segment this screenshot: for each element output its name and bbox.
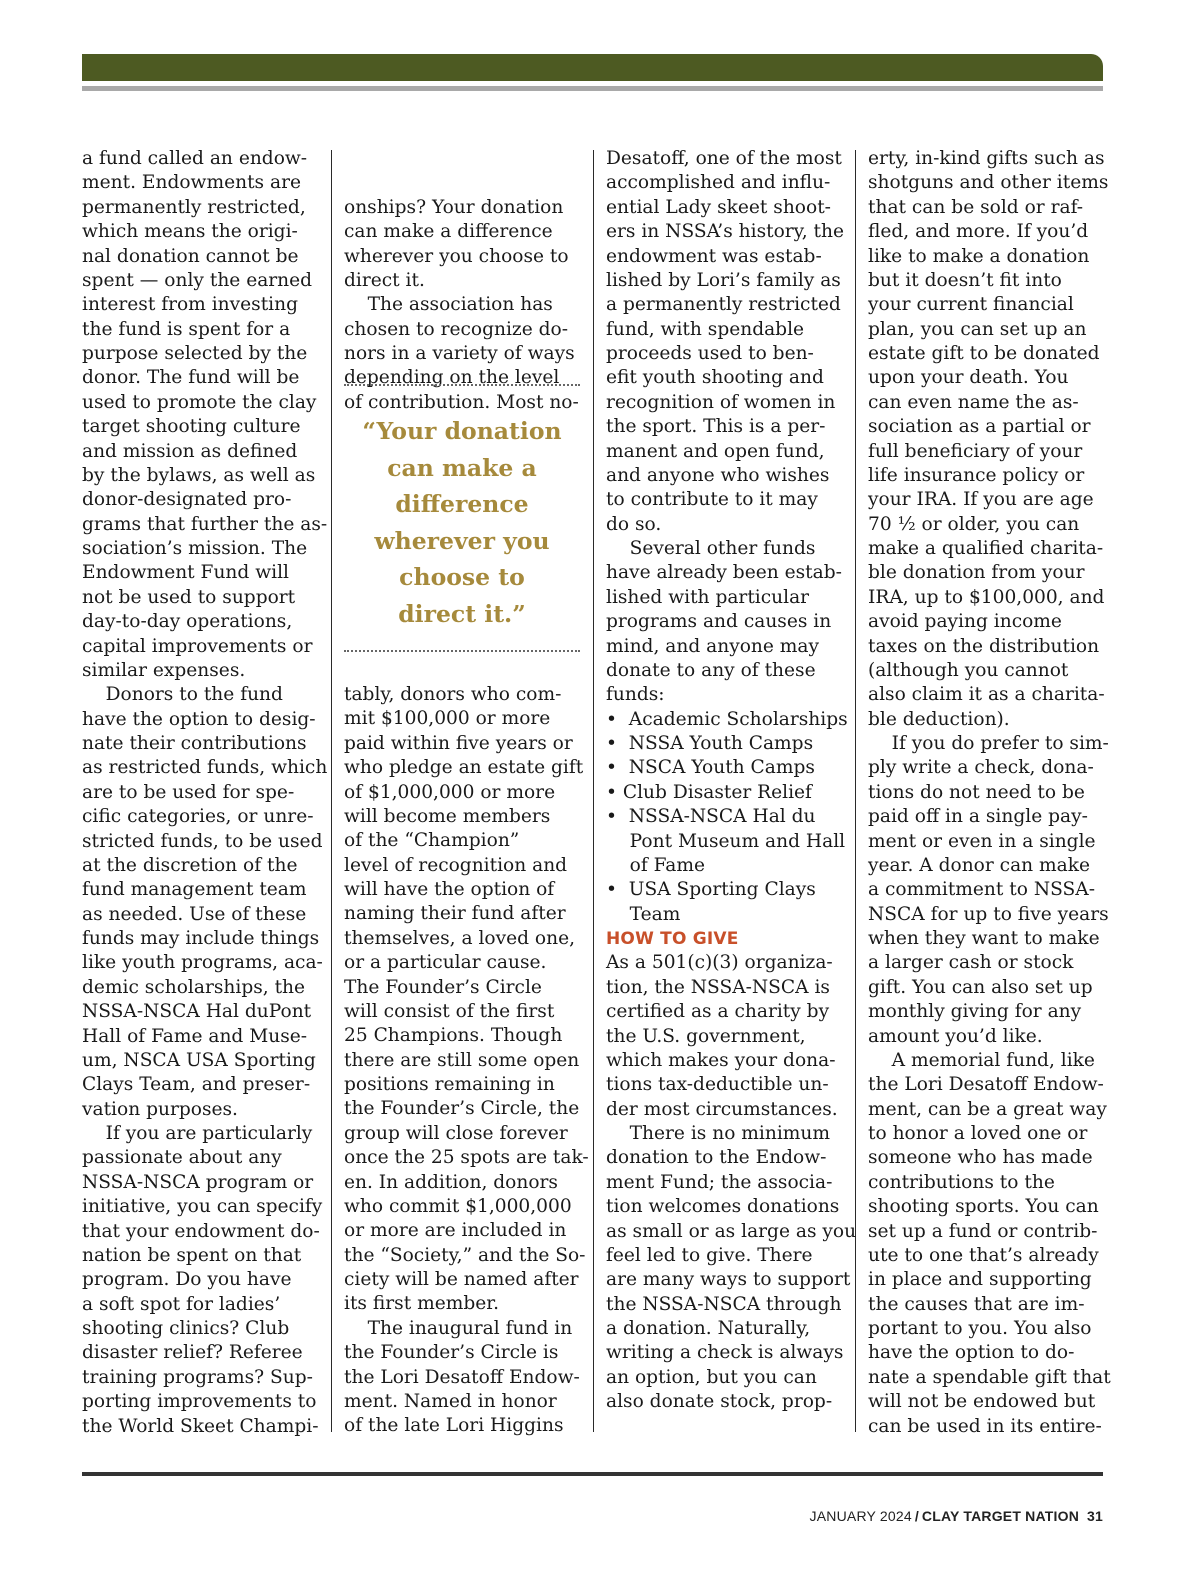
pull-quote: “Your donation can make a difference wherever you choose to direct it.”: [362, 417, 562, 628]
pull-quote-top-rule: [344, 384, 580, 386]
article-column-3: [606, 147, 857, 1415]
column-3-top-text: Desatoff, one of the most accomplished and influ- ential Lady skeet shoot- ers in NSSA’s history, the endowment was estab- lished by Lori’s family as a permanently restricted fund, with spendable proceeds used to ben- efit youth shooting and recognition of women in the sport. This is a per- manent and open fund, and anyone who wishes to contribute to it may do so. Several other funds have already been estab- lished with particular programs and causes in mind, and anyone may donate to any of these funds: • Academic Scholarships • NSSA Youth Camps • NSCA Youth Camps • Club Disaster Relief • NSSA-NSCA Hal du Pont Museum and Hall of Fame • USA Sporting Clays Team: [606, 148, 848, 925]
page-footer: [810, 1508, 1103, 1524]
magazine-title: CLAY TARGET NATION: [921, 1508, 1080, 1524]
page-number: 31: [1087, 1508, 1103, 1524]
section-heading: HOW TO GIVE: [606, 929, 739, 949]
pull-quote-bottom-rule: [344, 650, 580, 652]
header-rule: [82, 86, 1103, 91]
article-column-2: [344, 147, 589, 1437]
header-color-bar: [82, 54, 1103, 81]
column-2-top-text: onships? Your donation can make a difference wherever you choose to direct it. The association has chosen to recognize do- nors in a variety of ways depending on the level of contribution. Most no-: [344, 196, 579, 413]
article-column-1: a fund called an endow- ment. Endowments are permanently restricted, which means the origi- nal donation cannot be spent — only the earned interest from investing the fund is spent for a purpose selected by the donor. The fund will be used to promote the clay target shooting culture and mission as defined by the bylaws, as well as donor-designated pro- grams that further the as- sociation’s mission. The Endowment Fund will not be used to support day-to-day operations, capital improvements or similar expenses. Donors to the fund have the option to desig- nate their contributions as restricted funds, which are to be used for spe- cific categories, or unre- stricted funds, to be used at the discretion of the fund management team as needed. Use of these funds may include things like youth programs, aca- demic scholarships, the NSSA-NSCA Hal duPont Hall of Fame and Muse- um, NSCA USA Sporting Clays Team, and preser- vation purposes. If you are particularly passionate about any NSSA-NSCA program or initiative, you can specify that your endowment do- nation be spent on that program. Do you have a soft spot for ladies’ shooting clinics? Club disaster relief? Referee training programs? Sup- porting improvements to the World Skeet Champi-: [82, 148, 328, 1437]
column-2-bottom-text: tably, donors who com- mit $100,000 or more paid within five years or who pledge an estate gift of $1,000,000 or more will become members of the “Champion” level of recognition and will have the option of naming their fund after themselves, a loved one, or a particular cause. The Founder’s Circle will consist of the first 25 Champions. Though there are still some open positions remaining in the Founder’s Circle, the group will close forever once the 25 spots are tak- en. In addition, donors who commit $1,000,000 or more are included in the “Society,” and the So- ciety will be named after its first member. The inaugural fund in the Founder’s Circle is the Lori Desatoff Endow- ment. Named in honor of the late Lori Higgins: [344, 684, 589, 1437]
footer-separator: /: [914, 1508, 919, 1524]
column-3-bottom-text: As a 501(c)(3) organiza- tion, the NSSA-NSCA is certified as a charity by the U.S. government, which makes your dona- tions tax-deductible un- der most circumstances. There is no minimum donation to the Endow- ment Fund; the associa- tion welcomes donations as small or as large as you feel led to give. There are many ways to support the NSSA-NSCA through a donation. Naturally, writing a check is always an option, but you can also donate stock, prop-: [606, 952, 857, 1413]
issue-date: JANUARY 2024: [809, 1508, 912, 1524]
column-divider-1: [331, 150, 332, 1432]
column-divider-2: [593, 150, 594, 1432]
footer-rule: [82, 1472, 1103, 1476]
article-column-4: erty, in-kind gifts such as shotguns and other items that can be sold or raf- fled, and more. If you’d like to make a donation but it doesn’t fit into your current financial plan, you can set up an estate gift to be donated upon your death. You can even name the as- sociation as a partial or full beneficiary of your life insurance policy or your IRA. If you are age 70 ½ or older, you can make a qualified charita- ble donation from your IRA, up to $100,000, and avoid paying income taxes on the distribution (although you cannot also claim it as a charita- ble deduction). If you do prefer to sim- ply write a check, dona- tions do not need to be paid off in a single pay- ment or even in a single year. A donor can make a commitment to NSSA- NSCA for up to five years when they want to make a larger cash or stock gift. You can also set up monthly giving for any amount you’d like. A memorial fund, like the Lori Desatoff Endow- ment, can be a great way to honor a loved one or someone who has made contributions to the shooting sports. You can set up a fund or contrib- ute to one that’s already in place and supporting the causes that are im- portant to you. You also have the option to do- nate a spendable gift that will not be endowed but can be used in its entire-: [868, 148, 1111, 1437]
